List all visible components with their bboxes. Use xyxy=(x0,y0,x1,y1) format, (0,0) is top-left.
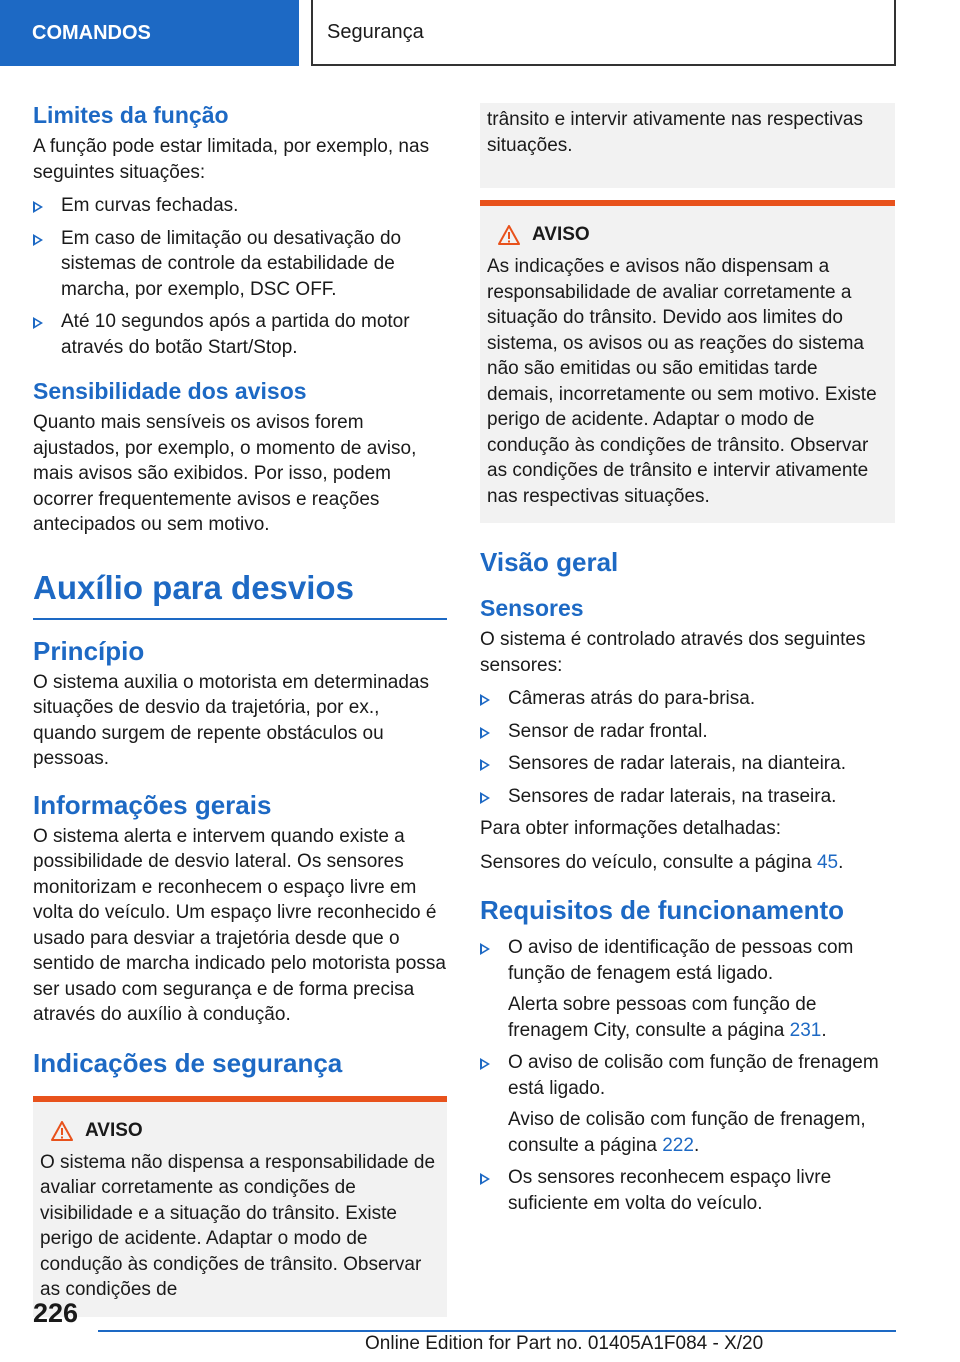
requisitos-heading: Requisitos de funcionamento xyxy=(480,895,845,925)
info-text: O sistema alerta e intervem quando existe a possibilidade de desvio lateral. Os sensores monitorizam e reconhecem o espaço livre em volta do veículo. Um espaço livre reconhecido é usado para desviar a trajetória desde que o sentido de marcha indicado pelo motorista possa ser usado com segurança e de forma precisa através do auxílio à condução. xyxy=(33,825,446,1025)
list-item: Até 10 segundos após a partida do motor através do botão Start/Stop. xyxy=(33,309,447,360)
triangle-bullet-icon xyxy=(480,943,490,955)
limites-intro: A função pode estar limitada, por exemplo, nas seguintes situações: xyxy=(33,136,430,183)
triangle-bullet-icon xyxy=(480,1173,490,1185)
chapter-label: COMANDOS xyxy=(32,21,151,44)
seguranca-heading: Indicações de segurança xyxy=(33,1047,343,1078)
warning-text: O sistema não dispensa a responsabilidade de avaliar corretamente as condições de visibilidade e a situação do trânsito. Existe perigo de acidente. Adaptar o modo de condução às condições de trânsito. Observar as condições de xyxy=(40,1151,436,1300)
page-link[interactable]: 231 xyxy=(789,1019,822,1041)
warning-box xyxy=(33,1096,447,1317)
requisitos-list xyxy=(480,935,895,1216)
list-item-reference: Aviso de colisão com função de frenagem, consulte a página 222. xyxy=(508,1109,866,1156)
list-item: O aviso de identificação de pessoas com função de fenagem está ligado. Alerta sobre pessoas com função de frenagem City, consulte a página 231. xyxy=(480,935,895,1043)
triangle-bullet-icon xyxy=(480,792,490,804)
list-item: Câmeras atrás do para-brisa. xyxy=(480,686,895,712)
principio-heading: Princípio xyxy=(33,635,145,666)
sensores-intro: O sistema é controlado através dos seguintes sensores: xyxy=(480,629,866,676)
principio-text: O sistema auxilia o motorista em determinadas situações de desvio da trajetória, por ex., quando surgem de repente obstáculos ou pessoas. xyxy=(33,671,429,769)
triangle-bullet-icon xyxy=(480,759,490,771)
sensibilidade-heading: Sensibilidade dos avisos xyxy=(33,378,307,404)
triangle-bullet-icon xyxy=(33,317,43,329)
list-item: Os sensores reconhecem espaço livre suficiente em volta do veículo. xyxy=(480,1165,895,1216)
triangle-bullet-icon xyxy=(480,1058,490,1070)
list-item: Sensor de radar frontal. xyxy=(480,719,895,745)
list-item: Em caso de limitação ou desativação do sistemas de controle da estabilidade de marcha, por exemplo, DSC OFF. xyxy=(33,226,447,303)
list-item: Em curvas fechadas. xyxy=(33,193,447,219)
list-item: Sensores de radar laterais, na dianteira. xyxy=(480,751,895,777)
footer-edition: Online Edition for Part no. 01405A1F084 - X/20 xyxy=(365,1333,764,1354)
detail-intro: Para obter informações detalhadas: xyxy=(480,818,782,839)
page-number: 226 xyxy=(33,1298,79,1328)
list-item: Sensores de radar laterais, na traseira. xyxy=(480,784,895,810)
page-link[interactable]: 45 xyxy=(816,851,839,873)
triangle-bullet-icon xyxy=(480,694,490,706)
info-heading: Informações gerais xyxy=(33,789,272,820)
warning-continuation-box xyxy=(480,103,895,188)
main-title: Auxílio para desvios xyxy=(33,566,447,620)
warning-continuation-text: trânsito e intervir ativamente nas respectivas situações. xyxy=(487,109,863,156)
visao-heading: Visão geral xyxy=(480,547,619,577)
warning-title: AVISO xyxy=(40,1120,440,1142)
chapter-tab xyxy=(0,0,299,66)
limites-heading: Limites da função xyxy=(33,102,229,128)
limites-list xyxy=(33,193,447,360)
warning-text: As indicações e avisos não dispensam a responsabilidade de avaliar corretamente a situação do trânsito. Devido aos limites do sistema, os avisos ou as reações do sistema não são emitidas ou são emitidas tarde demais, incorretamente ou sem motivo. Existe perigo de acidente. Adaptar o modo de condução às condições de trânsito. Observar as condições de trânsito e intervir ativamente nas respectivas situações. xyxy=(487,256,877,507)
list-item: O aviso de colisão com função de frenagem está ligado. Aviso de colisão com função de frenagem, consulte a página 222. xyxy=(480,1050,895,1158)
warning-triangle-icon xyxy=(51,1121,73,1141)
triangle-bullet-icon xyxy=(480,727,490,739)
triangle-bullet-icon xyxy=(33,201,43,213)
warning-triangle-icon xyxy=(498,225,520,245)
sensibilidade-text: Quanto mais sensíveis os avisos forem ajustados, por exemplo, o momento de aviso, mais avisos são exibidos. Por isso, podem ocorrer frequentemente avisos e reações antecipados ou sem motivo. xyxy=(33,412,417,535)
warning-box xyxy=(480,200,895,523)
right-column xyxy=(480,103,895,1226)
warning-title: AVISO xyxy=(487,224,888,246)
section-header xyxy=(311,0,896,66)
section-label: Segurança xyxy=(327,20,424,43)
sensores-heading: Sensores xyxy=(480,595,584,621)
list-item-reference: Alerta sobre pessoas com função de frenagem City, consulte a página 231. xyxy=(508,994,827,1041)
left-column xyxy=(33,100,447,1317)
page-link[interactable]: 222 xyxy=(662,1134,694,1156)
footer-divider xyxy=(98,1330,896,1332)
sensores-list xyxy=(480,686,895,809)
detail-reference: Sensores do veículo, consulte a página 45. xyxy=(480,851,844,873)
triangle-bullet-icon xyxy=(33,234,43,246)
